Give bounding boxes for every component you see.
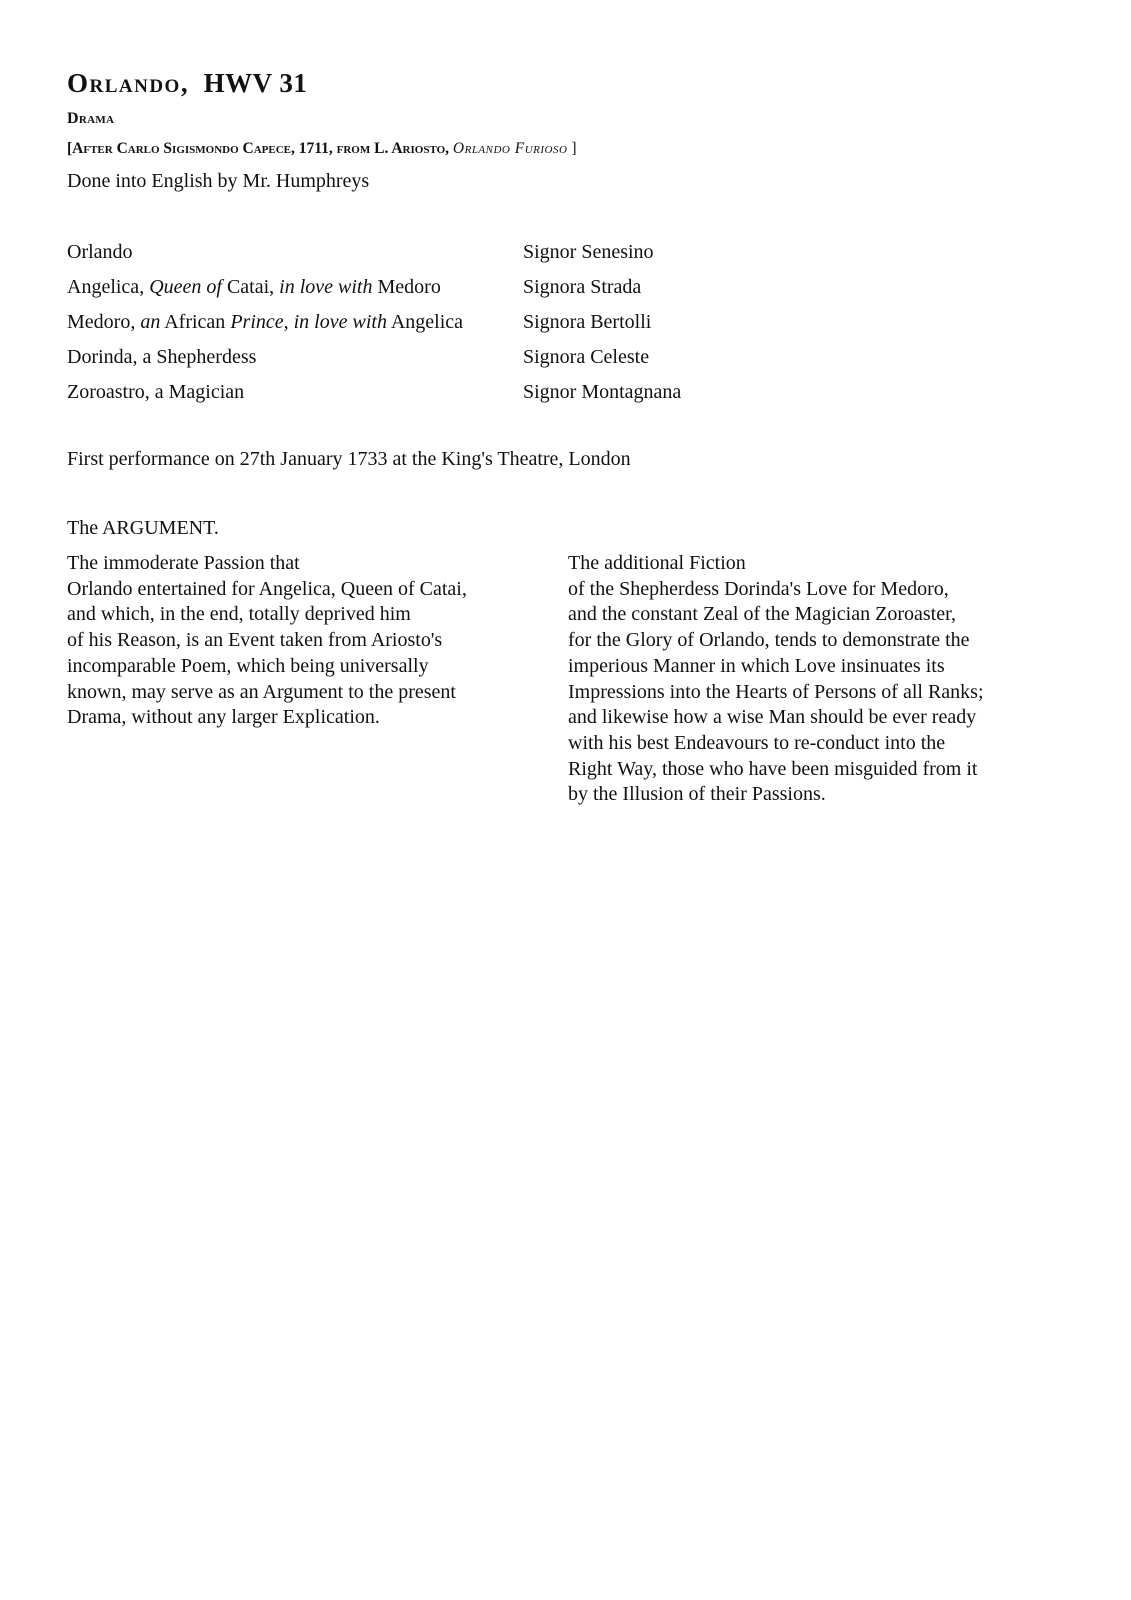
cast-row [67,274,767,309]
argument-line: of his Reason, is an Event taken from Ariosto's [67,629,443,652]
argument-line: Impressions into the Hearts of Persons of all Ranks; [568,680,984,703]
argument-line: and likewise how a wise Man should be ever ready [568,706,977,729]
source-work-title: Orlando Furioso [452,140,568,157]
cast-role [67,344,256,370]
argument-line: Orlando entertained for Angelica, Queen of Catai, [67,577,467,600]
cast-role [67,379,244,405]
argument-column-right [568,551,984,808]
argument-line: with his best Endeavours to re-conduct into the [568,731,946,754]
cast-row [67,344,767,379]
title-catalogue-number: HWV 31 [203,68,308,98]
argument-line: for the Glory of Orlando, tends to demonstrate the [568,629,970,652]
cast-role-part: Dorinda, a Shepherdess [67,346,257,368]
cast-singer: Signor Senesino [523,241,654,263]
cast-singer: Signora Strada [523,276,642,298]
cast-role-part: African [160,311,231,333]
argument-line: known, may serve as an Argument to the present [67,680,456,703]
argument-line: and which, in the end, totally deprived him [67,603,411,626]
cast-role-part: Angelica, [67,276,150,298]
premiere-note: First performance on 27th January 1733 at the King's Theatre, London [67,448,631,470]
argument-line: incomparable Poem, which being universally [67,654,429,677]
cast-singer: Signora Celeste [523,346,650,368]
cast-role-part: Queen of [149,276,222,298]
argument-line: The immoderate Passion that [67,552,300,574]
cast-role-part: in love with [279,276,373,298]
cast-role-part: , [283,311,294,333]
cast-row [67,309,767,344]
argument-line: imperious Manner in which Love insinuates its [568,654,945,677]
argument-line: of the Shepherdess Dorinda's Love for Medoro, [568,577,949,600]
source-suffix: ] [567,140,577,157]
cast-role [67,309,463,335]
translation-note: Done into English by Mr. Humphreys [67,170,370,192]
cast-singer: Signora Bertolli [523,311,652,333]
cast-role-part: Medoro [372,276,441,298]
page-title [67,66,307,100]
cast-role-part: Angelica [386,311,464,333]
title-work: Orlando, [67,68,190,98]
cast-row [67,239,767,274]
argument-line: and the constant Zeal of the Magician Zoroaster, [568,603,956,626]
argument-column-left [67,551,467,731]
cast-role-part: an [140,311,161,333]
cast-role [67,239,133,265]
source-prefix: [After Carlo Sigismondo Capece, 1711, from L. Ariosto, [67,140,453,157]
argument-line: by the Illusion of their Passions. [568,783,826,806]
argument-heading: The ARGUMENT. [67,517,219,539]
cast-role-part: Prince [230,311,284,333]
argument-line: Right Way, those who have been misguided from it [568,757,978,780]
cast-role-part: Medoro, [67,311,141,333]
cast-row [67,379,767,414]
argument-line: The additional Fiction [568,552,746,574]
cast-role-part: in love with [293,311,387,333]
cast-role [67,274,441,300]
cast-role-part: Orlando [67,241,133,263]
source-note [67,140,576,158]
cast-role-part: Zoroastro, a Magician [67,381,245,403]
cast-role-part: Catai, [221,276,280,298]
genre-label: Drama [67,110,115,127]
cast-list [67,239,767,414]
cast-singer: Signor Montagnana [523,381,682,403]
argument-line: Drama, without any larger Explication. [67,706,380,729]
